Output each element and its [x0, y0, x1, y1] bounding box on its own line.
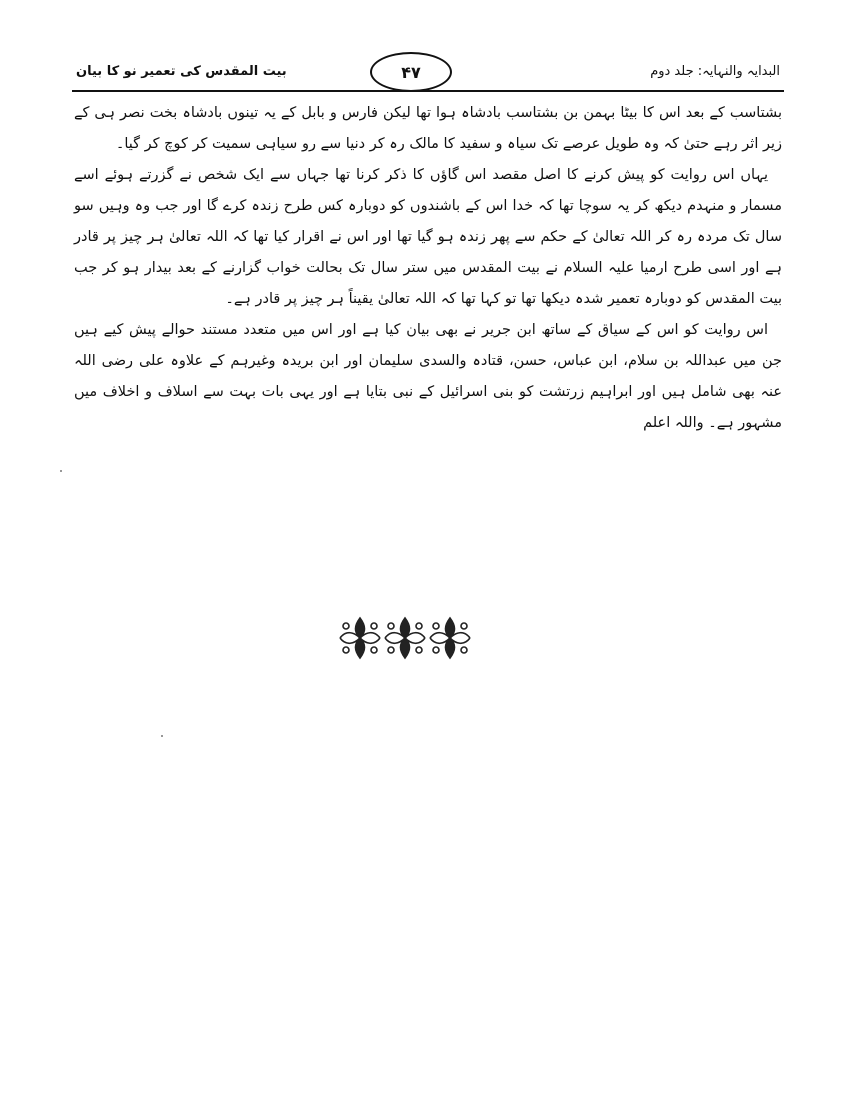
header-rule [72, 90, 784, 92]
running-header [72, 52, 784, 92]
book-title: البدایہ والنہایہ: جلد دوم [650, 64, 780, 79]
flourish-icon [430, 618, 470, 658]
page-number-oval [370, 52, 452, 92]
paragraph: یہاں اس روایت کو پیش کرنے کا اصل مقصد اس گاؤں کا ذکر کرنا تھا جہاں سے ایک شخص نے گزرتے ہوئے اسے مسمار و منہدم دیکھ کر یہ سوچا تھا کہ خدا اس کے باشندوں کو دوبارہ کس طرح زندہ کرے گا اور جب وہ وہیں سو سال تک مردہ رہ کر اللہ تعالیٰ کے حکم سے پھر زندہ ہو گیا تھا اور اس نے اقرار کیا تھا کہ اللہ تعالیٰ ہر چیز پر قادر ہے اور اسی طرح ارمیا علیہ السلام نے بیت المقدس میں ستر سال تک بحالت خواب گزارنے کے بعد بیدار ہو کر جب بیت المقدس کو دوبارہ تعمیر شدہ دیکھا تھا تو کہا تھا کہ اللہ تعالیٰ یقیناً ہر چیز پر قادر ہے۔ [74, 167, 782, 307]
paragraph: اس روایت کو اس کے سیاق کے ساتھ ابن جریر نے بھی بیان کیا ہے اور اس میں متعدد مستند حوالے پیش کیے ہیں جن میں عبداللہ بن سلام، ابن عباس، حسن، قتادہ والسدی سلیمان اور ابن بریدہ وغیرہم کے علاوہ علی رضی اللہ عنہ بھی شامل ہیں اور ابراہیم زرتشت کو بنی اسرائیل کے نبی بتایا ہے اور یہی بات بہت سے اسلاف و اخلاف میں مشہور ہے۔ واللہ اعلم [74, 322, 782, 431]
scan-speck [60, 470, 62, 472]
chapter-title: بیت المقدس کی تعمیر نو کا بیان [76, 64, 287, 79]
body-text [74, 98, 782, 439]
page-number: ۴۷ [401, 62, 421, 82]
flourish-icon [385, 618, 425, 658]
floral-ornament-icon [338, 612, 472, 664]
scan-speck [161, 735, 163, 737]
paragraph: بشتاسب کے بعد اس کا بیٹا بہمن بن بشتاسب بادشاہ ہوا تھا لیکن فارس و بابل کے یہ تینوں بادشاہ بخت نصر ہی کے زیر اثر رہے حتیٰ کہ وہ طویل عرصے تک سیاہ و سفید کا مالک رہ کر دنیا سے رو سیاہی سمیت کر کوچ کر گیا۔ [74, 105, 782, 152]
flourish-icon [340, 618, 380, 658]
